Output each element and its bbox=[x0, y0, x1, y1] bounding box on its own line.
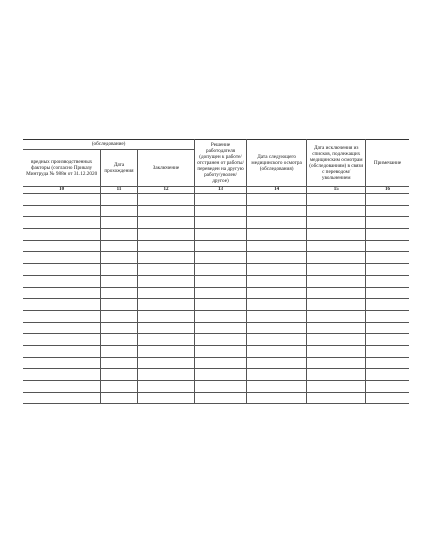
table-cell[interactable] bbox=[101, 322, 137, 334]
table-cell[interactable] bbox=[101, 392, 137, 404]
table-cell[interactable] bbox=[101, 334, 137, 346]
table-cell[interactable] bbox=[307, 217, 366, 229]
table-cell[interactable] bbox=[23, 322, 101, 334]
table-cell[interactable] bbox=[195, 229, 247, 241]
table-cell[interactable] bbox=[101, 299, 137, 311]
table-cell[interactable] bbox=[195, 322, 247, 334]
table-cell[interactable] bbox=[101, 194, 137, 206]
table-cell[interactable] bbox=[246, 357, 307, 369]
notes-header: Примечание bbox=[366, 140, 409, 187]
table-cell[interactable] bbox=[137, 299, 195, 311]
table-cell[interactable] bbox=[195, 217, 247, 229]
table-row bbox=[23, 194, 409, 206]
table-cell[interactable] bbox=[246, 345, 307, 357]
column-number-row bbox=[23, 187, 409, 194]
table-cell[interactable] bbox=[366, 334, 409, 346]
table-cell[interactable] bbox=[195, 194, 247, 206]
table-cell[interactable] bbox=[307, 205, 366, 217]
table-cell[interactable] bbox=[195, 287, 247, 299]
table-cell[interactable] bbox=[23, 369, 101, 381]
table-cell[interactable] bbox=[101, 345, 137, 357]
table-cell[interactable] bbox=[307, 369, 366, 381]
table-cell[interactable] bbox=[195, 264, 247, 276]
table-cell[interactable] bbox=[23, 299, 101, 311]
table-cell[interactable] bbox=[366, 240, 409, 252]
table-row bbox=[23, 240, 409, 252]
table-cell[interactable] bbox=[195, 310, 247, 322]
table-cell[interactable] bbox=[195, 357, 247, 369]
table-cell[interactable] bbox=[366, 299, 409, 311]
table-cell[interactable] bbox=[101, 217, 137, 229]
table-cell[interactable] bbox=[246, 369, 307, 381]
exclusion-date-header: Дата исключения из списков, подлежащих медицинским осмотрам (обследованиям) в связи с переводом/увольнением bbox=[307, 140, 366, 187]
table-cell[interactable] bbox=[366, 264, 409, 276]
table-cell[interactable] bbox=[307, 357, 366, 369]
table-row bbox=[23, 345, 409, 357]
column-number-12: 12 bbox=[137, 187, 195, 194]
table-cell[interactable] bbox=[366, 194, 409, 206]
column-number-13: 13 bbox=[195, 187, 247, 194]
table-cell[interactable] bbox=[101, 252, 137, 264]
table-cell[interactable] bbox=[195, 369, 247, 381]
table-cell[interactable] bbox=[137, 264, 195, 276]
table-cell[interactable] bbox=[101, 240, 137, 252]
table-cell[interactable] bbox=[101, 264, 137, 276]
table-cell[interactable] bbox=[137, 217, 195, 229]
column-number-15: 15 bbox=[307, 187, 366, 194]
table-cell[interactable] bbox=[101, 275, 137, 287]
table-row bbox=[23, 392, 409, 404]
table-cell[interactable] bbox=[246, 381, 307, 393]
conclusion-header: Заключение bbox=[137, 150, 195, 187]
table-cell[interactable] bbox=[366, 322, 409, 334]
table-cell[interactable] bbox=[307, 194, 366, 206]
table-cell[interactable] bbox=[246, 240, 307, 252]
table-cell[interactable] bbox=[195, 299, 247, 311]
table-cell[interactable] bbox=[366, 369, 409, 381]
table-cell[interactable] bbox=[195, 345, 247, 357]
table-cell[interactable] bbox=[101, 310, 137, 322]
table-row bbox=[23, 264, 409, 276]
table-cell[interactable] bbox=[23, 217, 101, 229]
table-cell[interactable] bbox=[137, 275, 195, 287]
table-row bbox=[23, 205, 409, 217]
table-row bbox=[23, 287, 409, 299]
table-cell[interactable] bbox=[137, 345, 195, 357]
table-cell[interactable] bbox=[307, 240, 366, 252]
table-cell[interactable] bbox=[307, 264, 366, 276]
employer-decision-header: Решение работодателя (допущен к работе/отстранен от работы/переведен на другую работу/уволен/другое) bbox=[195, 140, 247, 187]
table-cell[interactable] bbox=[23, 345, 101, 357]
table-cell[interactable] bbox=[246, 299, 307, 311]
table-cell[interactable] bbox=[307, 334, 366, 346]
table-cell[interactable] bbox=[101, 369, 137, 381]
table-cell[interactable] bbox=[246, 392, 307, 404]
table-cell[interactable] bbox=[137, 205, 195, 217]
table-cell[interactable] bbox=[366, 357, 409, 369]
table-cell[interactable] bbox=[246, 205, 307, 217]
table-cell[interactable] bbox=[246, 310, 307, 322]
table-cell[interactable] bbox=[307, 322, 366, 334]
table-row bbox=[23, 217, 409, 229]
table-cell[interactable] bbox=[246, 229, 307, 241]
table-cell[interactable] bbox=[137, 240, 195, 252]
table-cell[interactable] bbox=[23, 240, 101, 252]
table-cell[interactable] bbox=[307, 275, 366, 287]
table-cell[interactable] bbox=[137, 229, 195, 241]
table-cell[interactable] bbox=[137, 381, 195, 393]
table-cell[interactable] bbox=[307, 229, 366, 241]
table-cell[interactable] bbox=[195, 392, 247, 404]
column-number-11: 11 bbox=[101, 187, 137, 194]
table-cell[interactable] bbox=[307, 392, 366, 404]
table-cell[interactable] bbox=[246, 322, 307, 334]
table-cell[interactable] bbox=[137, 334, 195, 346]
exam-group-header: (обследование) bbox=[23, 140, 195, 150]
table-cell[interactable] bbox=[23, 357, 101, 369]
table-cell[interactable] bbox=[23, 334, 101, 346]
table-cell[interactable] bbox=[137, 392, 195, 404]
table-cell[interactable] bbox=[246, 287, 307, 299]
table-cell[interactable] bbox=[23, 275, 101, 287]
table-row bbox=[23, 252, 409, 264]
table-cell[interactable] bbox=[23, 381, 101, 393]
table-cell[interactable] bbox=[101, 357, 137, 369]
table-cell[interactable] bbox=[137, 252, 195, 264]
table-cell[interactable] bbox=[195, 240, 247, 252]
table-cell[interactable] bbox=[23, 264, 101, 276]
table-cell[interactable] bbox=[307, 299, 366, 311]
table-cell[interactable] bbox=[307, 381, 366, 393]
table-cell[interactable] bbox=[366, 205, 409, 217]
harmful-factors-header: вредных производственных факторы (согласно Приказу Минтруда № 988н от 31.12.2020 bbox=[23, 150, 101, 187]
table-cell[interactable] bbox=[23, 310, 101, 322]
table-cell[interactable] bbox=[366, 217, 409, 229]
table-cell[interactable] bbox=[366, 381, 409, 393]
table-row bbox=[23, 334, 409, 346]
table-cell[interactable] bbox=[366, 229, 409, 241]
table-cell[interactable] bbox=[366, 392, 409, 404]
table-cell[interactable] bbox=[195, 205, 247, 217]
table-row bbox=[23, 322, 409, 334]
table-cell[interactable] bbox=[366, 275, 409, 287]
table-row bbox=[23, 369, 409, 381]
table-cell[interactable] bbox=[101, 381, 137, 393]
table-cell[interactable] bbox=[137, 369, 195, 381]
table-row bbox=[23, 299, 409, 311]
next-exam-date-header: Дата следующего медицинского осмотра (обследования) bbox=[246, 140, 307, 187]
table-cell[interactable] bbox=[246, 275, 307, 287]
register-body bbox=[23, 194, 409, 404]
table-cell[interactable] bbox=[307, 252, 366, 264]
table-row bbox=[23, 357, 409, 369]
table-cell[interactable] bbox=[23, 252, 101, 264]
table-cell[interactable] bbox=[101, 205, 137, 217]
medical-exam-register-table bbox=[23, 139, 409, 404]
table-cell[interactable] bbox=[246, 264, 307, 276]
table-cell[interactable] bbox=[366, 310, 409, 322]
table-cell[interactable] bbox=[307, 287, 366, 299]
table-cell[interactable] bbox=[101, 229, 137, 241]
table-cell[interactable] bbox=[366, 287, 409, 299]
column-number-16: 16 bbox=[366, 187, 409, 194]
table-cell[interactable] bbox=[23, 229, 101, 241]
table-row bbox=[23, 229, 409, 241]
table-cell[interactable] bbox=[23, 205, 101, 217]
exam-date-header: Дата прохождения bbox=[101, 150, 137, 187]
table-cell[interactable] bbox=[137, 194, 195, 206]
table-cell[interactable] bbox=[246, 334, 307, 346]
table-cell[interactable] bbox=[23, 194, 101, 206]
table-cell[interactable] bbox=[366, 252, 409, 264]
table-cell[interactable] bbox=[137, 287, 195, 299]
journal-page bbox=[23, 139, 409, 404]
table-cell[interactable] bbox=[195, 252, 247, 264]
table-cell[interactable] bbox=[23, 287, 101, 299]
column-number-14: 14 bbox=[246, 187, 307, 194]
table-cell[interactable] bbox=[101, 287, 137, 299]
table-cell[interactable] bbox=[23, 392, 101, 404]
table-cell[interactable] bbox=[137, 322, 195, 334]
table-row bbox=[23, 310, 409, 322]
table-cell[interactable] bbox=[137, 357, 195, 369]
table-cell[interactable] bbox=[307, 345, 366, 357]
table-cell[interactable] bbox=[366, 345, 409, 357]
table-cell[interactable] bbox=[246, 252, 307, 264]
table-row bbox=[23, 275, 409, 287]
table-cell[interactable] bbox=[137, 310, 195, 322]
table-cell[interactable] bbox=[307, 310, 366, 322]
table-cell[interactable] bbox=[246, 194, 307, 206]
column-number-10: 10 bbox=[23, 187, 101, 194]
table-cell[interactable] bbox=[195, 334, 247, 346]
table-cell[interactable] bbox=[195, 381, 247, 393]
table-row bbox=[23, 381, 409, 393]
table-cell[interactable] bbox=[246, 217, 307, 229]
table-cell[interactable] bbox=[195, 275, 247, 287]
